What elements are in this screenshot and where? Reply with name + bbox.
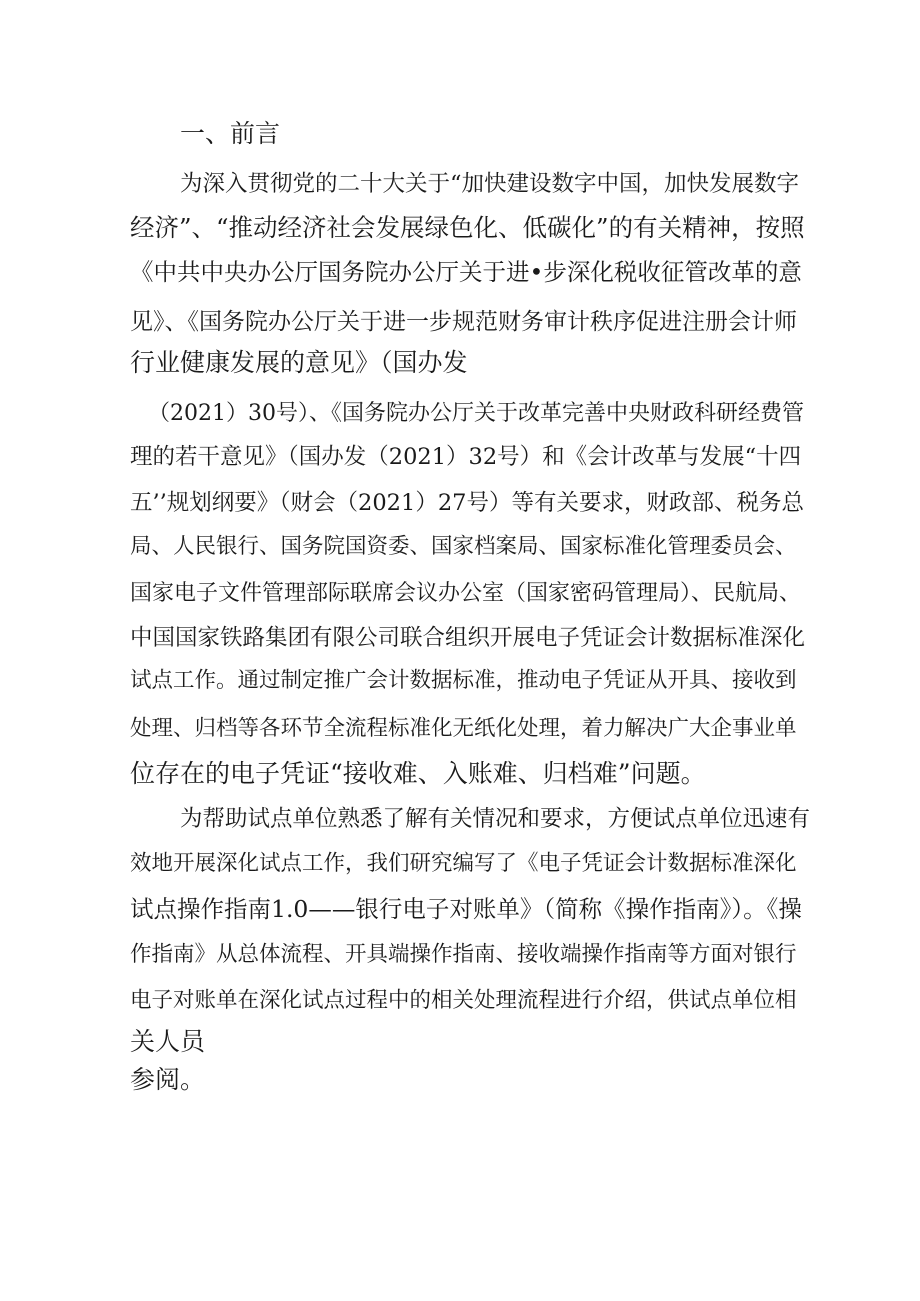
paragraph-1-line: （2021）30号）、《国务院办公厅关于改革完善中央财政科研经费管 [148, 401, 804, 426]
paragraph-2-line: 作指南》从总体流程、开具端操作指南、接收端操作指南等方面对银行 [130, 942, 797, 967]
paragraph-1-line: 行业健康发展的意见》（国办发 [130, 348, 468, 377]
paragraph-1-line: 国家电子文件管理部际联席会议办公室（国家密码管理局）、民航局、 [130, 581, 802, 606]
paragraph-1-line: 五’’规划纲要》（财会（2021）27号）等有关要求，财政部、税务总 [130, 490, 804, 516]
paragraph-2-line: 关人员 [130, 1027, 206, 1056]
paragraph-1-line: 经济”、“推动经济社会发展绿色化、低碳化”的有关精神，按照 [130, 213, 805, 242]
paragraph-2-line: 试点操作指南1.0——银行电子对账单》（简称《操作指南》）。《操 [130, 895, 802, 923]
paragraph-1-line: 试点工作。通过制定推广会计数据标准，推动电子凭证从开具、接收到 [130, 668, 797, 693]
paragraph-2-line: 效地开展深化试点工作，我们研究编写了《电子凭证会计数据标准深化 [130, 851, 797, 876]
section-heading: 一、前言 [180, 119, 281, 148]
paragraph-1-line: 中国国家铁路集团有限公司联合组织开展电子凭证会计数据标准深化 [130, 625, 806, 651]
paragraph-1-line: 位存在的电子凭证“接收难、入账难、归档难”问题。 [130, 759, 706, 788]
paragraph-2-line: 电子对账单在深化试点过程中的相关处理流程进行介绍，供试点单位相 [130, 988, 797, 1013]
paragraph-2-line: 为帮助试点单位熟悉了解有关情况和要求，方便试点单位迅速有 [180, 806, 811, 832]
paragraph-1-line: 局、人民银行、国务院国资委、国家档案局、国家标准化管理委员会、 [130, 534, 797, 559]
paragraph-1-line: 《中共中央办公厅国务院办公厅关于进•步深化税收征管改革的意 [130, 258, 802, 286]
paragraph-1-line: 处理、归档等各环节全流程标准化无纸化处理，着力解决广大企事业单 [130, 716, 797, 741]
paragraph-1-line: 为深入贯彻党的二十大关于“加快建设数字中国，加快发展数字 [180, 171, 800, 197]
paragraph-1-line: 见》、《国务院办公厅关于进一步规范财务审计秩序促进注册会计师 [130, 309, 797, 335]
paragraph-2-line: 参阅。 [130, 1065, 206, 1094]
paragraph-1-line: 理的若干意见》（国办发（2021）32号）和《会计改革与发展“十四 [130, 444, 802, 470]
